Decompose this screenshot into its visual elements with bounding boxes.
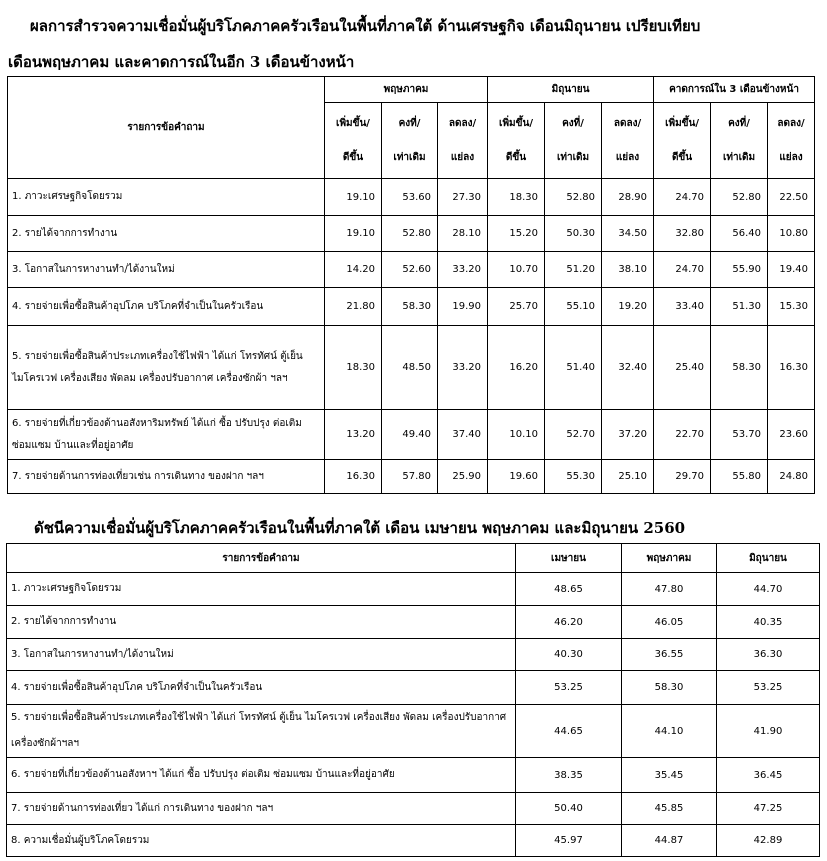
value-cell: 25.70 <box>488 288 545 326</box>
subheader-line1: คงที่/ <box>562 117 584 129</box>
value-cell: 16.30 <box>768 326 815 410</box>
value-cell: 52.80 <box>711 179 768 216</box>
subheader-cell <box>438 103 488 179</box>
value-cell: 32.80 <box>654 216 711 252</box>
value-cell: 33.40 <box>654 288 711 326</box>
value-cell: 18.30 <box>325 326 382 410</box>
value-cell: 19.40 <box>768 252 815 288</box>
value-cell: 23.60 <box>768 410 815 460</box>
value-cell: 52.70 <box>545 410 602 460</box>
value-cell: 22.70 <box>654 410 711 460</box>
value-cell: 25.10 <box>602 460 654 494</box>
value-cell: 41.90 <box>717 705 820 758</box>
question-column-header: รายการข้อคำถาม <box>8 77 325 179</box>
value-cell: 47.80 <box>622 573 717 606</box>
value-cell: 45.85 <box>622 793 717 825</box>
value-cell: 19.20 <box>602 288 654 326</box>
subheader-line1: ลดลง/ <box>613 117 642 129</box>
value-cell: 21.80 <box>325 288 382 326</box>
value-cell: 51.30 <box>711 288 768 326</box>
value-cell: 58.30 <box>711 326 768 410</box>
value-cell: 33.20 <box>438 252 488 288</box>
value-cell: 28.10 <box>438 216 488 252</box>
table-row <box>7 606 820 639</box>
month-header-may: พฤษภาคม <box>622 544 717 573</box>
question-cell: 5. รายจ่ายเพื่อซื้อสินค้าประเภทเครื่องใช้ไฟฟ้า ได้แก่ โทรทัศน์ ตู้เย็น ไมโครเวฟ เครื่องเสียง พัดลม เครื่องปรับอากาศ เครื่องซักผ้า ฯลฯ <box>8 326 325 410</box>
value-cell: 18.30 <box>488 179 545 216</box>
value-cell: 55.90 <box>711 252 768 288</box>
value-cell: 51.40 <box>545 326 602 410</box>
value-cell: 24.70 <box>654 179 711 216</box>
subheader-cell <box>711 103 768 179</box>
value-cell: 32.40 <box>602 326 654 410</box>
subheader-cell <box>768 103 815 179</box>
question-cell: 2. รายได้จากการทำงาน <box>8 216 325 252</box>
value-cell: 24.80 <box>768 460 815 494</box>
subheader-line2: แย่ลง <box>615 151 640 163</box>
value-cell: 36.45 <box>717 758 820 793</box>
subheader-line2: ดีขึ้น <box>342 151 364 163</box>
value-cell: 47.25 <box>717 793 820 825</box>
table-row <box>8 460 815 494</box>
value-cell: 45.97 <box>516 825 622 857</box>
subheader-line1: ลดลง/ <box>777 117 805 129</box>
question-cell: 6. รายจ่ายที่เกี่ยวข้องด้านอสังหาริมทรัพย์ ได้แก่ ซื้อ ปรับปรุง ต่อเติม ซ่อมแซม บ้านและที่อยู่อาศัย <box>8 410 325 460</box>
subheader-cell <box>488 103 545 179</box>
value-cell: 25.90 <box>438 460 488 494</box>
value-cell: 22.50 <box>768 179 815 216</box>
value-cell: 52.80 <box>545 179 602 216</box>
confidence-index-table <box>6 543 820 857</box>
question-cell: 1. ภาวะเศรษฐกิจโดยรวม <box>7 573 516 606</box>
subheader-line1: เพิ่มขึ้น/ <box>665 117 699 129</box>
value-cell: 52.60 <box>382 252 438 288</box>
subheader-line1: คงที่/ <box>728 117 750 129</box>
value-cell: 34.50 <box>602 216 654 252</box>
value-cell: 48.65 <box>516 573 622 606</box>
question-cell: 3. โอกาสในการหางานทำ/ได้งานใหม่ <box>7 639 516 671</box>
question-cell: 5. รายจ่ายเพื่อซื้อสินค้าประเภทเครื่องใช้ไฟฟ้า ได้แก่ โทรทัศน์ ตู้เย็น ไมโครเวฟ เครื่องเสียง พัดลม เครื่องปรับอากาศ เครื่องซักผ้าฯลฯ <box>7 705 516 758</box>
value-cell: 51.20 <box>545 252 602 288</box>
table-row <box>8 326 815 410</box>
value-cell: 53.60 <box>382 179 438 216</box>
value-cell: 16.20 <box>488 326 545 410</box>
value-cell: 13.20 <box>325 410 382 460</box>
subheader-cell <box>325 103 382 179</box>
question-cell: 8. ความเชื่อมั่นผู้บริโภคโดยรวม <box>7 825 516 857</box>
value-cell: 19.10 <box>325 216 382 252</box>
table-row <box>7 793 820 825</box>
table-row <box>8 216 815 252</box>
group-header-may: พฤษภาคม <box>325 77 488 103</box>
question-cell: 1. ภาวะเศรษฐกิจโดยรวม <box>8 179 325 216</box>
month-header-june: มิถุนายน <box>717 544 820 573</box>
subheader-line2: แย่ลง <box>450 151 475 163</box>
question-cell: 7. รายจ่ายด้านการท่องเที่ยว ได้แก่ การเดินทาง ของฝาก ฯลฯ <box>7 793 516 825</box>
value-cell: 57.80 <box>382 460 438 494</box>
value-cell: 58.30 <box>622 671 717 705</box>
value-cell: 55.10 <box>545 288 602 326</box>
value-cell: 36.30 <box>717 639 820 671</box>
value-cell: 19.10 <box>325 179 382 216</box>
value-cell: 53.25 <box>717 671 820 705</box>
question-cell: 7. รายจ่ายด้านการท่องเที่ยวเช่น การเดินทาง ของฝาก ฯลฯ <box>8 460 325 494</box>
value-cell: 19.90 <box>438 288 488 326</box>
value-cell: 37.40 <box>438 410 488 460</box>
value-cell: 56.40 <box>711 216 768 252</box>
value-cell: 40.30 <box>516 639 622 671</box>
table-row <box>8 288 815 326</box>
table-row <box>8 252 815 288</box>
table-row <box>7 825 820 857</box>
value-cell: 27.30 <box>438 179 488 216</box>
subheader-line1: เพิ่มขึ้น/ <box>499 117 533 129</box>
value-cell: 28.90 <box>602 179 654 216</box>
question-column-header: รายการข้อคำถาม <box>7 544 516 573</box>
value-cell: 42.89 <box>717 825 820 857</box>
value-cell: 58.30 <box>382 288 438 326</box>
subheader-line2: เท่าเดิม <box>722 151 756 163</box>
group-header-june: มิถุนายน <box>488 77 654 103</box>
value-cell: 24.70 <box>654 252 711 288</box>
question-cell: 6. รายจ่ายที่เกี่ยวข้องด้านอสังหาฯ ได้แก่ ซื้อ ปรับปรุง ต่อเติม ซ่อมแซม บ้านและที่อยู่อาศัย <box>7 758 516 793</box>
table-row <box>7 671 820 705</box>
subheader-line2: เท่าเดิม <box>556 151 590 163</box>
value-cell: 36.55 <box>622 639 717 671</box>
value-cell: 46.05 <box>622 606 717 639</box>
question-cell: 2. รายได้จากการทำงาน <box>7 606 516 639</box>
subheader-cell <box>545 103 602 179</box>
subheader-cell <box>602 103 654 179</box>
table-row <box>7 705 820 758</box>
value-cell: 10.70 <box>488 252 545 288</box>
value-cell: 53.25 <box>516 671 622 705</box>
value-cell: 15.20 <box>488 216 545 252</box>
table-row <box>7 758 820 793</box>
value-cell: 37.20 <box>602 410 654 460</box>
subheader-line2: ดีขึ้น <box>671 151 693 163</box>
value-cell: 19.60 <box>488 460 545 494</box>
question-cell: 4. รายจ่ายเพื่อซื้อสินค้าอุปโภค บริโภคที่จำเป็นในครัวเรือน <box>7 671 516 705</box>
value-cell: 48.50 <box>382 326 438 410</box>
subheader-cell <box>382 103 438 179</box>
value-cell: 44.65 <box>516 705 622 758</box>
value-cell: 38.10 <box>602 252 654 288</box>
subheader-line1: เพิ่มขึ้น/ <box>336 117 370 129</box>
value-cell: 44.87 <box>622 825 717 857</box>
value-cell: 25.40 <box>654 326 711 410</box>
value-cell: 40.35 <box>717 606 820 639</box>
subheader-line2: เท่าเดิม <box>393 151 426 163</box>
value-cell: 16.30 <box>325 460 382 494</box>
table-row <box>7 573 820 606</box>
value-cell: 38.35 <box>516 758 622 793</box>
value-cell: 46.20 <box>516 606 622 639</box>
value-cell: 52.80 <box>382 216 438 252</box>
value-cell: 44.10 <box>622 705 717 758</box>
value-cell: 33.20 <box>438 326 488 410</box>
value-cell: 55.80 <box>711 460 768 494</box>
table-row <box>8 410 815 460</box>
value-cell: 10.10 <box>488 410 545 460</box>
value-cell: 14.20 <box>325 252 382 288</box>
question-cell: 4. รายจ่ายเพื่อซื้อสินค้าอุปโภค บริโภคที่จำเป็นในครัวเรือน <box>8 288 325 326</box>
value-cell: 53.70 <box>711 410 768 460</box>
table-row <box>8 179 815 216</box>
table1-title-line2: เดือนพฤษภาคม และคาดการณ์ในอีก 3 เดือนข้างหน้า <box>8 53 355 71</box>
subheader-line2: แย่ลง <box>779 151 803 163</box>
subheader-line1: ลดลง/ <box>448 117 477 129</box>
subheader-line2: ดีขึ้น <box>505 151 527 163</box>
group-header-forecast: คาดการณ์ใน 3 เดือนข้างหน้า <box>654 77 815 103</box>
sentiment-survey-table <box>7 76 815 494</box>
value-cell: 15.30 <box>768 288 815 326</box>
value-cell: 29.70 <box>654 460 711 494</box>
subheader-line1: คงที่/ <box>398 117 421 129</box>
table2-title: ดัชนีความเชื่อมั่นผู้บริโภคภาคครัวเรือนในพื้นที่ภาคใต้ เดือน เมษายน พฤษภาคม และมิถุนายน 2560 <box>34 519 686 537</box>
table-row <box>7 639 820 671</box>
question-cell: 3. โอกาสในการหางานทำ/ได้งานใหม่ <box>8 252 325 288</box>
value-cell: 49.40 <box>382 410 438 460</box>
value-cell: 10.80 <box>768 216 815 252</box>
value-cell: 44.70 <box>717 573 820 606</box>
table1-title-line1: ผลการสำรวจความเชื่อมั่นผู้บริโภคภาคครัวเรือนในพื้นที่ภาคใต้ ด้านเศรษฐกิจ เดือนมิถุนายน เปรียบเทียบ <box>30 17 701 35</box>
value-cell: 50.40 <box>516 793 622 825</box>
value-cell: 55.30 <box>545 460 602 494</box>
subheader-cell <box>654 103 711 179</box>
month-header-april: เมษายน <box>516 544 622 573</box>
value-cell: 35.45 <box>622 758 717 793</box>
value-cell: 50.30 <box>545 216 602 252</box>
